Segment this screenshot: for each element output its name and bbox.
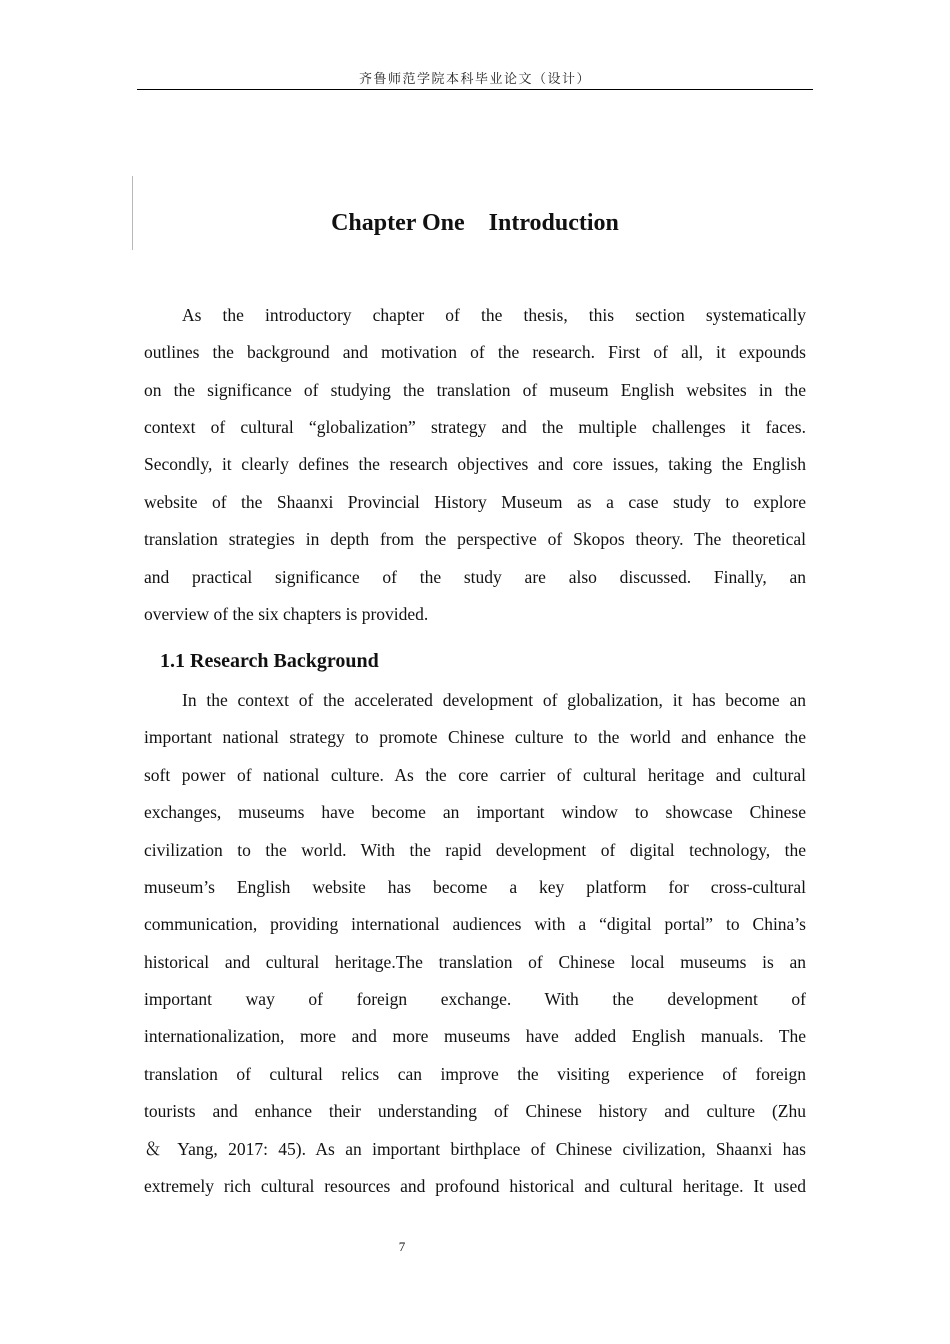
paragraph-line: As the introductory chapter of the thesis, this section systematically xyxy=(182,305,806,325)
paragraph-line: soft power of national culture. As the core carrier of cultural heritage and cultural xyxy=(144,765,806,785)
paragraph-line: exchanges, museums have become an important window to showcase Chinese xyxy=(144,802,806,822)
paragraph-line: translation strategies in depth from the perspective of Skopos theory. The theoretical xyxy=(144,529,806,549)
header-rule xyxy=(137,89,813,90)
paragraph-line: civilization to the world. With the rapid development of digital technology, the xyxy=(144,840,806,860)
paragraph-line: Secondly, it clearly defines the research objectives and core issues, taking the English xyxy=(144,454,806,474)
paragraph-line: translation of cultural relics can improve the visiting experience of foreign xyxy=(144,1064,806,1084)
margin-mark xyxy=(132,176,133,250)
chapter-title: Chapter One Introduction xyxy=(331,210,619,236)
paragraph-line: important way of foreign exchange. With the development of xyxy=(144,989,806,1009)
paragraph-line: context of cultural “globalization” strategy and the multiple challenges it faces. xyxy=(144,417,806,437)
paragraph-line: important national strategy to promote Chinese culture to the world and enhance the xyxy=(144,727,806,747)
page-header-title: 齐鲁师范学院本科毕业论文（设计） xyxy=(358,72,591,87)
paragraph-line: museum’s English website has become a key platform for cross-cultural xyxy=(144,877,806,897)
paragraph-line: communication, providing international audiences with a “digital portal” to China’s xyxy=(144,914,806,934)
paragraph-line: on the significance of studying the translation of museum English websites in the xyxy=(144,380,806,400)
paragraph-line: In the context of the accelerated development of globalization, it has become an xyxy=(182,690,806,710)
paragraph-line: ＆ Yang, 2017: 45). As an important birthplace of Chinese civilization, Shaanxi has xyxy=(144,1139,806,1159)
paragraph-line: website of the Shaanxi Provincial History Museum as a case study to explore xyxy=(144,492,806,512)
section-heading: 1.1 Research Background xyxy=(160,650,379,672)
paragraph-line: internationalization, more and more museums have added English manuals. The xyxy=(144,1026,806,1046)
paragraph-line: tourists and enhance their understanding of Chinese history and culture (Zhu xyxy=(144,1101,806,1121)
page-number: 7 xyxy=(398,1239,406,1254)
paragraph-line: outlines the background and motivation of the research. First of all, it expounds xyxy=(144,342,806,362)
paragraph-line: extremely rich cultural resources and profound historical and cultural heritage. It used xyxy=(144,1176,806,1196)
paragraph-line: historical and cultural heritage.The translation of Chinese local museums is an xyxy=(144,952,806,972)
paragraph-line: overview of the six chapters is provided. xyxy=(144,604,429,624)
paragraph-line: and practical significance of the study are also discussed. Finally, an xyxy=(144,567,806,587)
